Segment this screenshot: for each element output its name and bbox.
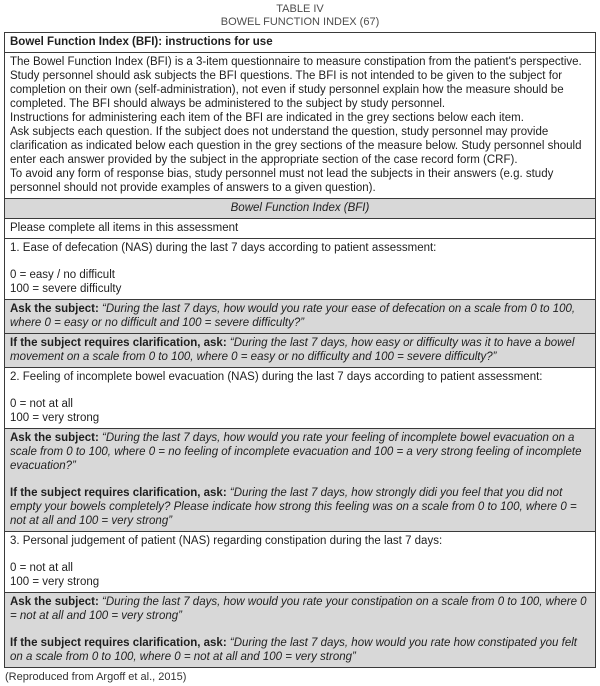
ask-label: Ask the subject:: [10, 303, 99, 315]
item-2-question: [5, 368, 595, 429]
instructions-paragraph-1: The Bowel Function Index (BFI) is a 3-item questionnaire to measure constipation from the patient's perspective. Study personnel should ask subjects the BFI questions. The BFI is not intended to be given to the subject for completion on their own (self-administration), not even if study personnel explain how the measure should be completed. The BFI should always be administered to the subject by study personnel.: [10, 56, 582, 110]
clarify-quote: “During the last 7 days, how would you rate how constipated you felt on a scale from 0 to 100, where 0 = not at all and 100 = very strong”: [10, 637, 577, 663]
ask-quote: “During the last 7 days, how would you rate your ease of defecation on a scale from 0 to 100, where 0 = easy or no difficult and 100 = severe difficulty?”: [10, 303, 576, 329]
spacer: [10, 473, 590, 486]
scale-high: 100 = very strong: [10, 576, 100, 588]
clarify-quote: “During the last 7 days, how easy or difficulty was it to have a bowel movement on a scale from 0 to 100, where 0 = easy or no difficulty and 100 = severe difficulty?”: [10, 337, 575, 363]
source-note: (Reproduced from Argoff et al., 2015): [5, 671, 187, 683]
item-1-question: [5, 239, 595, 300]
item-1-ask: [5, 300, 595, 334]
spacer: [10, 384, 590, 397]
item-2-guidance: [5, 429, 595, 532]
spacer: [10, 548, 590, 561]
instructions-paragraph-3: Ask subjects each question. If the subject does not understand the question, study personnel may provide clarification as indicated below each question in the grey sections of the measure below. Study personnel should enter each answer provided by the subject in the appropriate section of the case record form (CRF).: [10, 126, 582, 166]
table-title: BOWEL FUNCTION INDEX (67): [220, 16, 380, 28]
instructions-paragraph-2: Instructions for administering each item of the BFI are indicated in the grey sections below each item.: [10, 112, 524, 124]
question-text: 2. Feeling of incomplete bowel evacuation (NAS) during the last 7 days according to patient assessment:: [10, 371, 543, 383]
scale-low: 0 = not at all: [10, 398, 73, 410]
scale-low: 0 = easy / no difficult: [10, 269, 115, 281]
ask-line: [10, 595, 590, 623]
clarify-label: If the subject requires clarification, ask:: [10, 637, 227, 649]
ask-label: Ask the subject:: [10, 432, 99, 444]
clarify-line: [10, 636, 590, 664]
scale-high: 100 = severe difficulty: [10, 283, 122, 295]
ask-label: Ask the subject:: [10, 596, 99, 608]
clarify-label: If the subject requires clarification, ask:: [10, 487, 227, 499]
scale-low: 0 = not at all: [10, 562, 73, 574]
spacer: [10, 623, 590, 636]
ask-line: [10, 302, 590, 330]
clarify-line: [10, 336, 590, 364]
question-text: 1. Ease of defecation (NAS) during the last 7 days according to patient assessment:: [10, 242, 437, 254]
item-3-guidance: [5, 593, 595, 667]
instructions-body: [5, 53, 595, 199]
ask-line: [10, 431, 590, 473]
table-caption: [0, 0, 600, 32]
bfi-table: [4, 32, 596, 668]
section-title: Bowel Function Index (BFI): [5, 199, 595, 219]
clarify-line: [10, 486, 590, 528]
instructions-header: Bowel Function Index (BFI): instructions for use: [5, 33, 595, 53]
clarify-quote: “During the last 7 days, how strongly didi you feel that you did not empty your bowels completely? Please indicate how strong this feeling was on a scale from 0 to 100, where 0 = not at all and 100 = very strong”: [10, 487, 577, 527]
instructions-paragraph-4: To avoid any form of response bias, study personnel must not lead the subjects in their answers (e.g. study personnel should not provide examples of answers to a given question).: [10, 168, 554, 194]
table-number: TABLE IV: [276, 3, 324, 15]
question-text: 3. Personal judgement of patient (NAS) regarding constipation during the last 7 days:: [10, 535, 443, 547]
item-1-clarification: [5, 334, 595, 368]
spacer: [10, 255, 590, 268]
ask-quote: “During the last 7 days, how would you rate your constipation on a scale from 0 to 100, where 0 = not at all and 100 = very strong”: [10, 596, 587, 622]
clarify-label: If the subject requires clarification, ask:: [10, 337, 227, 349]
scale-high: 100 = very strong: [10, 412, 100, 424]
item-3-question: [5, 532, 595, 593]
complete-note: Please complete all items in this assessment: [5, 219, 595, 239]
ask-quote: “During the last 7 days, how would you rate your feeling of incomplete bowel evacuation on a scale from 0 to 100, where 0 = no feeling of incomplete evacuation and 100 = a very strong feeling of incomplete evacuation?”: [10, 432, 582, 472]
